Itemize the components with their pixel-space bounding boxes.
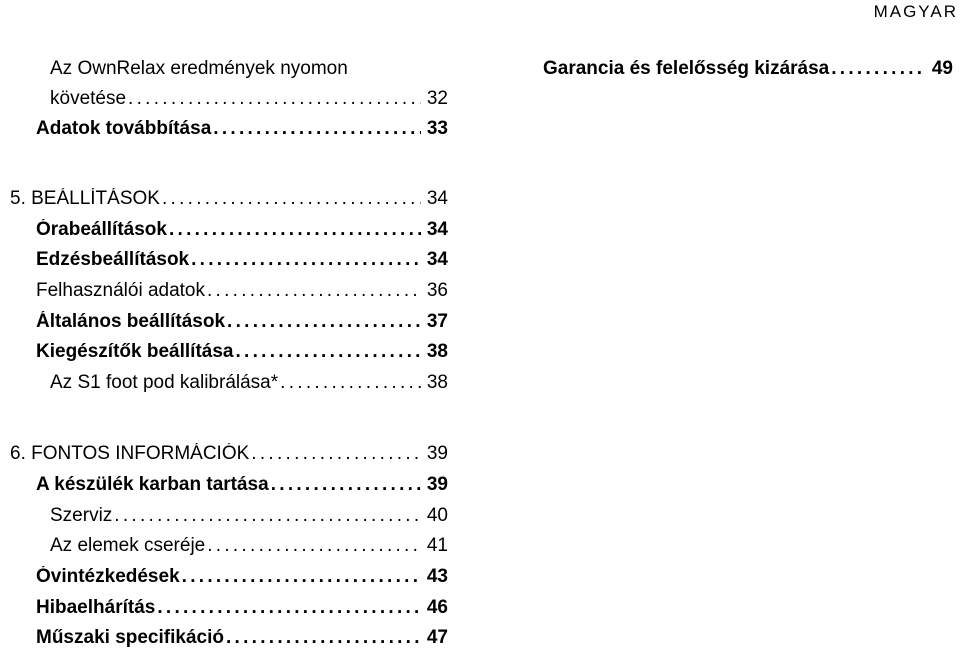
toc-entry-label: Hibaelhárítás	[36, 597, 156, 618]
toc-entry[interactable]	[50, 535, 448, 561]
toc-entry[interactable]	[36, 566, 448, 592]
toc-entry[interactable]	[543, 58, 953, 84]
toc-entry-page: 43	[426, 566, 448, 587]
toc-entry[interactable]	[36, 311, 448, 337]
toc-entry[interactable]	[36, 280, 448, 306]
toc-entry-label: Óvintézkedések	[36, 566, 180, 587]
toc-entry-label: A készülék karban tartása	[36, 474, 269, 495]
toc-entry[interactable]	[50, 372, 448, 398]
section-heading[interactable]	[10, 188, 448, 214]
dot-leader	[213, 118, 421, 140]
toc-entry[interactable]	[36, 474, 448, 500]
toc-entry-label: Edzésbeállítások	[36, 249, 190, 270]
toc-entry-page: 36	[426, 280, 448, 301]
dot-leader	[128, 88, 421, 110]
toc-entry-page: 39	[426, 474, 448, 495]
toc-entry-label: Általános beállítások	[36, 311, 226, 332]
toc-entry-label: Műszaki specifikáció	[36, 627, 224, 648]
section-title: 5. BEÁLLÍTÁSOK	[10, 188, 160, 209]
toc-entry[interactable]	[50, 58, 450, 84]
toc-entry-page: 49	[931, 58, 953, 79]
dot-leader	[207, 535, 421, 557]
toc-entry[interactable]	[36, 597, 448, 623]
dot-leader	[182, 566, 421, 588]
toc-entry-label: követése	[50, 88, 127, 109]
toc-entry-page: 34	[426, 249, 448, 270]
toc-entry-label: Órabeállítások	[36, 219, 167, 240]
toc-entry-page: 37	[426, 311, 448, 332]
toc-entry-page: 46	[426, 597, 448, 618]
dot-leader	[227, 311, 421, 333]
toc-entry-page: 33	[426, 118, 448, 139]
toc-entry-page: 32	[426, 88, 448, 109]
toc-entry-page: 41	[426, 535, 448, 556]
dot-leader	[271, 474, 421, 496]
dot-leader	[831, 58, 926, 80]
section-title: 6. FONTOS INFORMÁCIÓK	[10, 443, 250, 464]
dot-leader	[191, 249, 421, 271]
dot-leader	[162, 188, 421, 210]
dot-leader	[157, 597, 421, 619]
toc-entry-label: Az OwnRelax eredmények nyomon	[50, 58, 348, 79]
toc-entry-label: Kiegészítők beállítása	[36, 341, 234, 362]
toc-entry[interactable]	[36, 341, 448, 367]
toc-entry-label: Az elemek cseréje	[50, 535, 206, 556]
language-label: MAGYAR	[873, 2, 958, 21]
section-heading[interactable]	[10, 443, 448, 469]
toc-entry[interactable]	[36, 219, 448, 245]
toc-entry-page: 34	[426, 219, 448, 240]
dot-leader	[226, 627, 421, 649]
toc-entry[interactable]	[36, 627, 448, 653]
toc-entry-page: 40	[426, 505, 448, 526]
dot-leader	[207, 280, 421, 302]
toc-entry-label: Adatok továbbítása	[36, 118, 212, 139]
toc-entry[interactable]	[36, 249, 448, 275]
dot-leader	[280, 372, 421, 394]
toc-entry-label: Felhasználói adatok	[36, 280, 205, 301]
toc-entry-label: Garancia és felelősség kizárása	[543, 58, 830, 79]
section-page: 34	[426, 188, 448, 209]
dot-leader	[169, 219, 421, 241]
toc-entry-label: Az S1 foot pod kalibrálása*	[50, 372, 279, 393]
dot-leader	[235, 341, 420, 363]
toc-entry[interactable]	[50, 88, 448, 114]
section-page: 39	[426, 443, 448, 464]
toc-entry[interactable]	[50, 505, 448, 531]
dot-leader	[251, 443, 421, 465]
toc-entry[interactable]	[36, 118, 448, 144]
toc-entry-page: 38	[426, 341, 448, 362]
toc-entry-label: Szerviz	[50, 505, 113, 526]
toc-entry-page: 38	[426, 372, 448, 393]
dot-leader	[114, 505, 421, 527]
toc-entry-page: 47	[426, 627, 448, 648]
